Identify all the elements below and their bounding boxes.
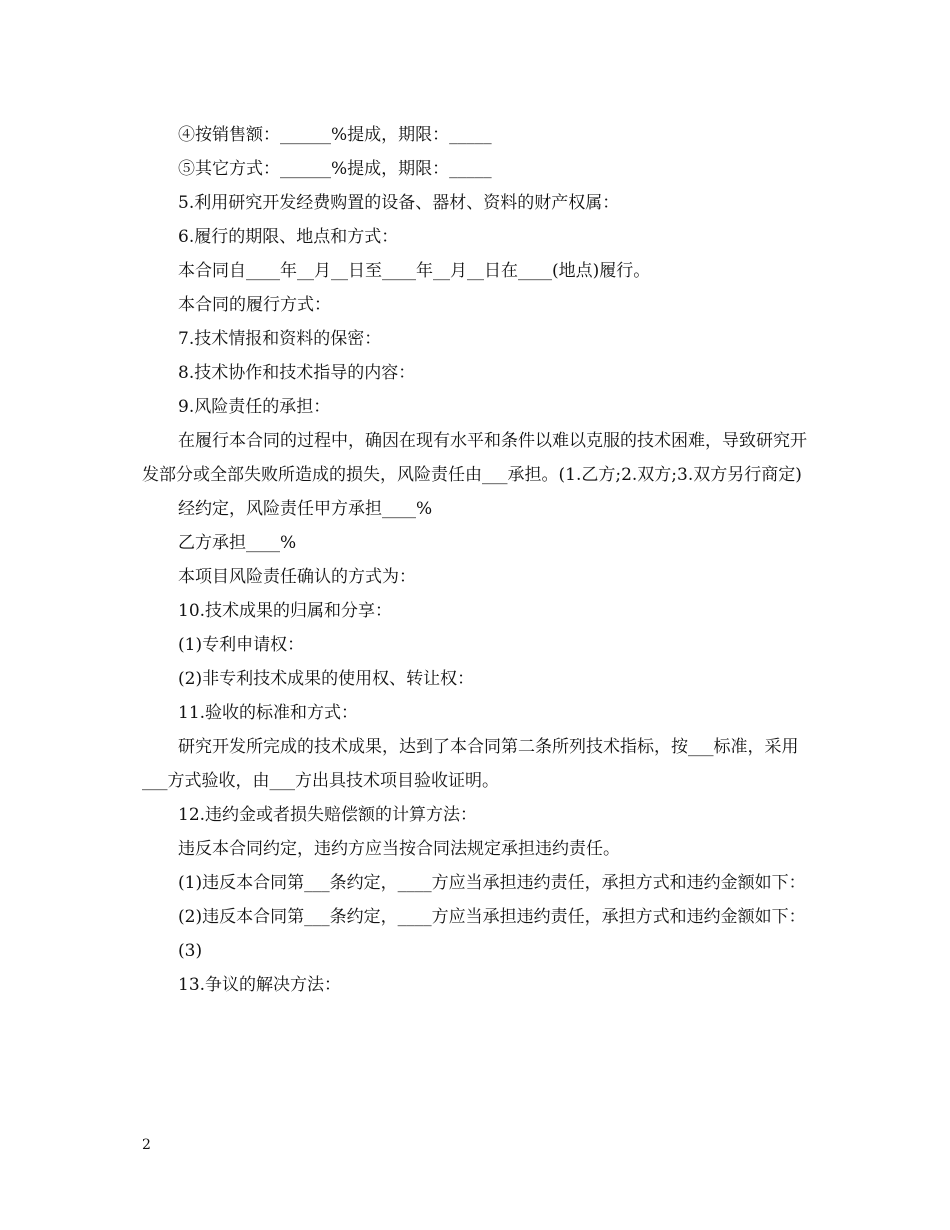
- paragraph-risk-party-a: 经约定，风险责任甲方承担____%: [178, 499, 433, 519]
- paragraph-breach-general: 违反本合同约定，违约方应当按合同法规定承担违约责任。: [178, 839, 620, 859]
- paragraph-acceptance-description: 研究开发所完成的技术成果，达到了本合同第二条所列技术指标，按___标准，采用___方式验收，由___方出具技术项目验收证明。: [142, 737, 799, 791]
- paragraph-clause-5: 5.利用研究开发经费购置的设备、器材、资料的财产权属：: [178, 193, 620, 213]
- paragraph-non-patent-right: (2)非专利技术成果的使用权、转让权：: [178, 669, 475, 689]
- paragraph-clause-10: 10.技术成果的归属和分享：: [178, 601, 393, 621]
- paragraph-clause-12: 12.违约金或者损失赔偿额的计算方法：: [178, 805, 478, 825]
- paragraph-breach-item-1: (1)违反本合同第___条约定，____方应当承担违约责任，承担方式和违约金额如下：: [178, 873, 806, 893]
- paragraph-clause-7: 7.技术情报和资料的保密：: [178, 329, 382, 349]
- paragraph-clause-11: 11.验收的标准和方式：: [178, 703, 359, 723]
- paragraph-breach-item-2: (2)违反本合同第___条约定，____方应当承担违约责任，承担方式和违约金额如下：: [178, 907, 806, 927]
- paragraph-clause-6: 6.履行的期限、地点和方式：: [178, 227, 399, 247]
- paragraph-performance-method: 本合同的履行方式：: [178, 295, 331, 315]
- paragraph-risk-party-b: 乙方承担____%: [178, 533, 297, 553]
- page-number: 2: [142, 1137, 151, 1153]
- paragraph-clause-13: 13.争议的解决方法：: [178, 975, 342, 995]
- paragraph-clause-9: 9.风险责任的承担：: [178, 397, 331, 417]
- paragraph-other-method: ⑤其它方式：______%提成，期限：_____: [178, 159, 492, 179]
- document-body: [142, 118, 822, 1002]
- paragraph-risk-description: 在履行本合同的过程中，确因在现有水平和条件以难以克服的技术困难，导致研究开发部分或全部失败所造成的损失，风险责任由___承担。(1.乙方;2.双方;3.双方另行商定): [142, 431, 807, 485]
- paragraph-breach-item-3: (3): [178, 941, 203, 961]
- paragraph-performance-period: 本合同自____年__月__日至____年__月__日在____(地点)履行。: [178, 261, 651, 281]
- paragraph-risk-confirmation: 本项目风险责任确认的方式为：: [178, 567, 416, 587]
- paragraph-sales-royalty: ④按销售额：______%提成，期限：_____: [178, 125, 492, 145]
- paragraph-clause-8: 8.技术协作和技术指导的内容：: [178, 363, 416, 383]
- paragraph-patent-right: (1)专利申请权：: [178, 635, 305, 655]
